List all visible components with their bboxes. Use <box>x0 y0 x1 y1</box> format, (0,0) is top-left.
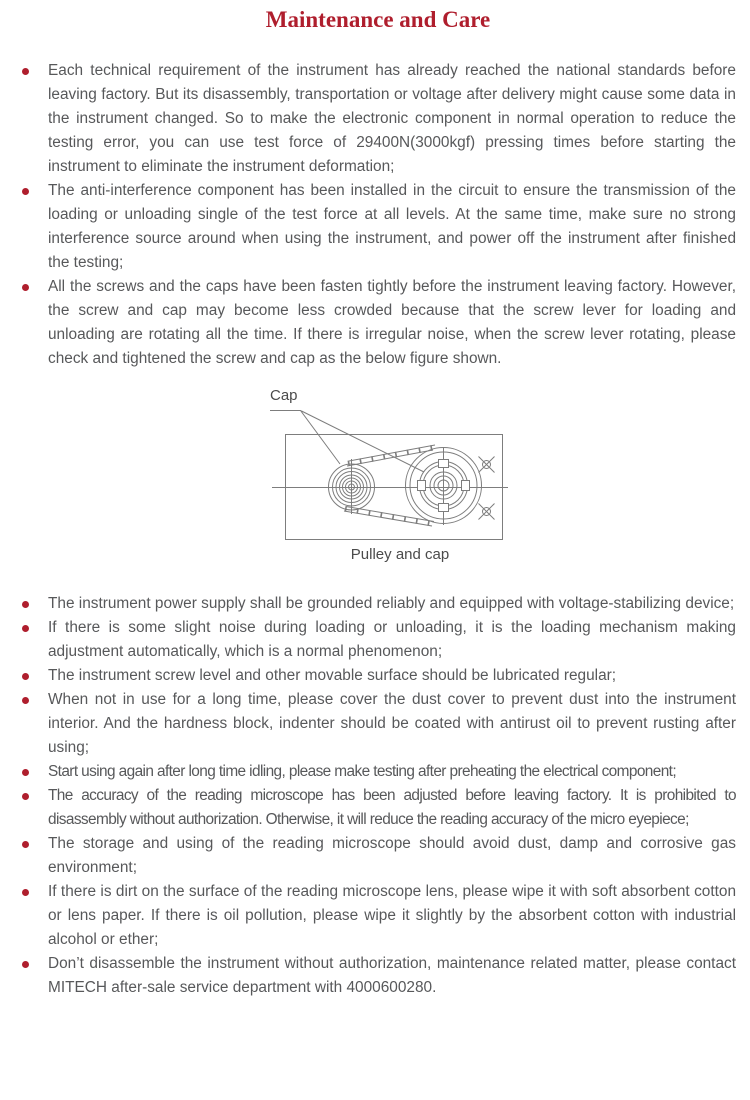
list-item <box>20 616 736 664</box>
bullet-text: If there is some slight noise during loading or unloading, it is the loading mechanism making adjustment automatically, which is a normal phenomenon; <box>48 619 736 660</box>
bullet-icon <box>22 625 29 632</box>
list-item <box>20 275 736 371</box>
bullet-text: The instrument power supply shall be grounded reliably and equipped with voltage-stabilizing device; <box>48 595 735 612</box>
bullet-icon <box>22 841 29 848</box>
list-item <box>20 880 736 952</box>
bullet-list-top <box>20 59 736 371</box>
bullet-icon <box>22 284 29 291</box>
bullet-icon <box>22 889 29 896</box>
list-item <box>20 952 736 1000</box>
list-item <box>20 832 736 880</box>
figure-pulley-and-cap <box>20 387 736 569</box>
figure-label-cap: Cap <box>270 387 298 404</box>
screw-mark <box>479 504 495 520</box>
bullet-text: The anti-interference component has been installed in the circuit to ensure the transmission of the loading or unloading single of the test force at all levels. At the same time, make sure no strong interference source around when using the instrument, and power off the instrument after finished the testing; <box>48 182 736 271</box>
bullet-icon <box>22 793 29 800</box>
bullet-text: Start using again after long time idling, please make testing after preheating the electrical component; <box>48 763 677 780</box>
list-item <box>20 784 736 832</box>
bullet-text: When not in use for a long time, please cover the dust cover to prevent dust into the instrument interior. And the hardness block, indenter should be coated with antirust oil to prevent rusting after using; <box>48 691 736 756</box>
list-item <box>20 664 736 688</box>
list-item <box>20 179 736 275</box>
bullet-icon <box>22 188 29 195</box>
bullet-text: The instrument screw level and other movable surface should be lubricated regular; <box>48 667 617 684</box>
bullet-text: All the screws and the caps have been fasten tightly before the instrument leaving factory. However, the screw and cap may become less crowded because that the screw lever for loading and unloading are rotating all the time. If there is irregular noise, when the screw lever rotating, please check and tightened the screw and cap as the below figure shown. <box>48 278 736 367</box>
bullet-text: The storage and using of the reading microscope should avoid dust, damp and corrosive gas environment; <box>48 835 736 876</box>
bullet-text: Each technical requirement of the instrument has already reached the national standards before leaving factory. But its disassembly, transportation or voltage after delivery might cause some data in the instrument changed. So to make the electronic component in normal operation to reduce the testing error, you can use test force of 29400N(3000kgf) pressing times before starting the instrument to eliminate the instrument deformation; <box>48 62 736 175</box>
bullet-text: If there is dirt on the surface of the reading microscope lens, please wipe it with soft absorbent cotton or lens paper. If there is oil pollution, please wipe it slightly by the absorbent cotton with industrial alcohol or ether; <box>48 883 736 948</box>
bullet-icon <box>22 961 29 968</box>
bullet-text: The accuracy of the reading microscope has been adjusted before leaving factory. It is prohibited to disassembly without authorization. Otherwise, it will reduce the reading accuracy of the micro eyepiece; <box>48 787 736 828</box>
bullet-list-bottom <box>20 592 736 1000</box>
list-item <box>20 592 736 616</box>
page-title: Maintenance and Care <box>265 7 491 32</box>
figure-caption: Pulley and cap <box>350 546 450 563</box>
leader-lines <box>270 411 424 473</box>
centerlines <box>272 447 508 525</box>
bullet-icon <box>22 601 29 608</box>
pulley-diagram <box>270 407 510 542</box>
bullet-text: Don’t disassemble the instrument without authorization, maintenance related matter, please contact MITECH after-sale service department with 4000600280. <box>48 955 736 996</box>
list-item <box>20 760 736 784</box>
bullet-icon <box>22 769 29 776</box>
bullet-icon <box>22 697 29 704</box>
list-item <box>20 688 736 760</box>
bullet-icon <box>22 673 29 680</box>
bullet-icon <box>22 68 29 75</box>
screw-mark <box>479 457 495 473</box>
list-item <box>20 59 736 179</box>
